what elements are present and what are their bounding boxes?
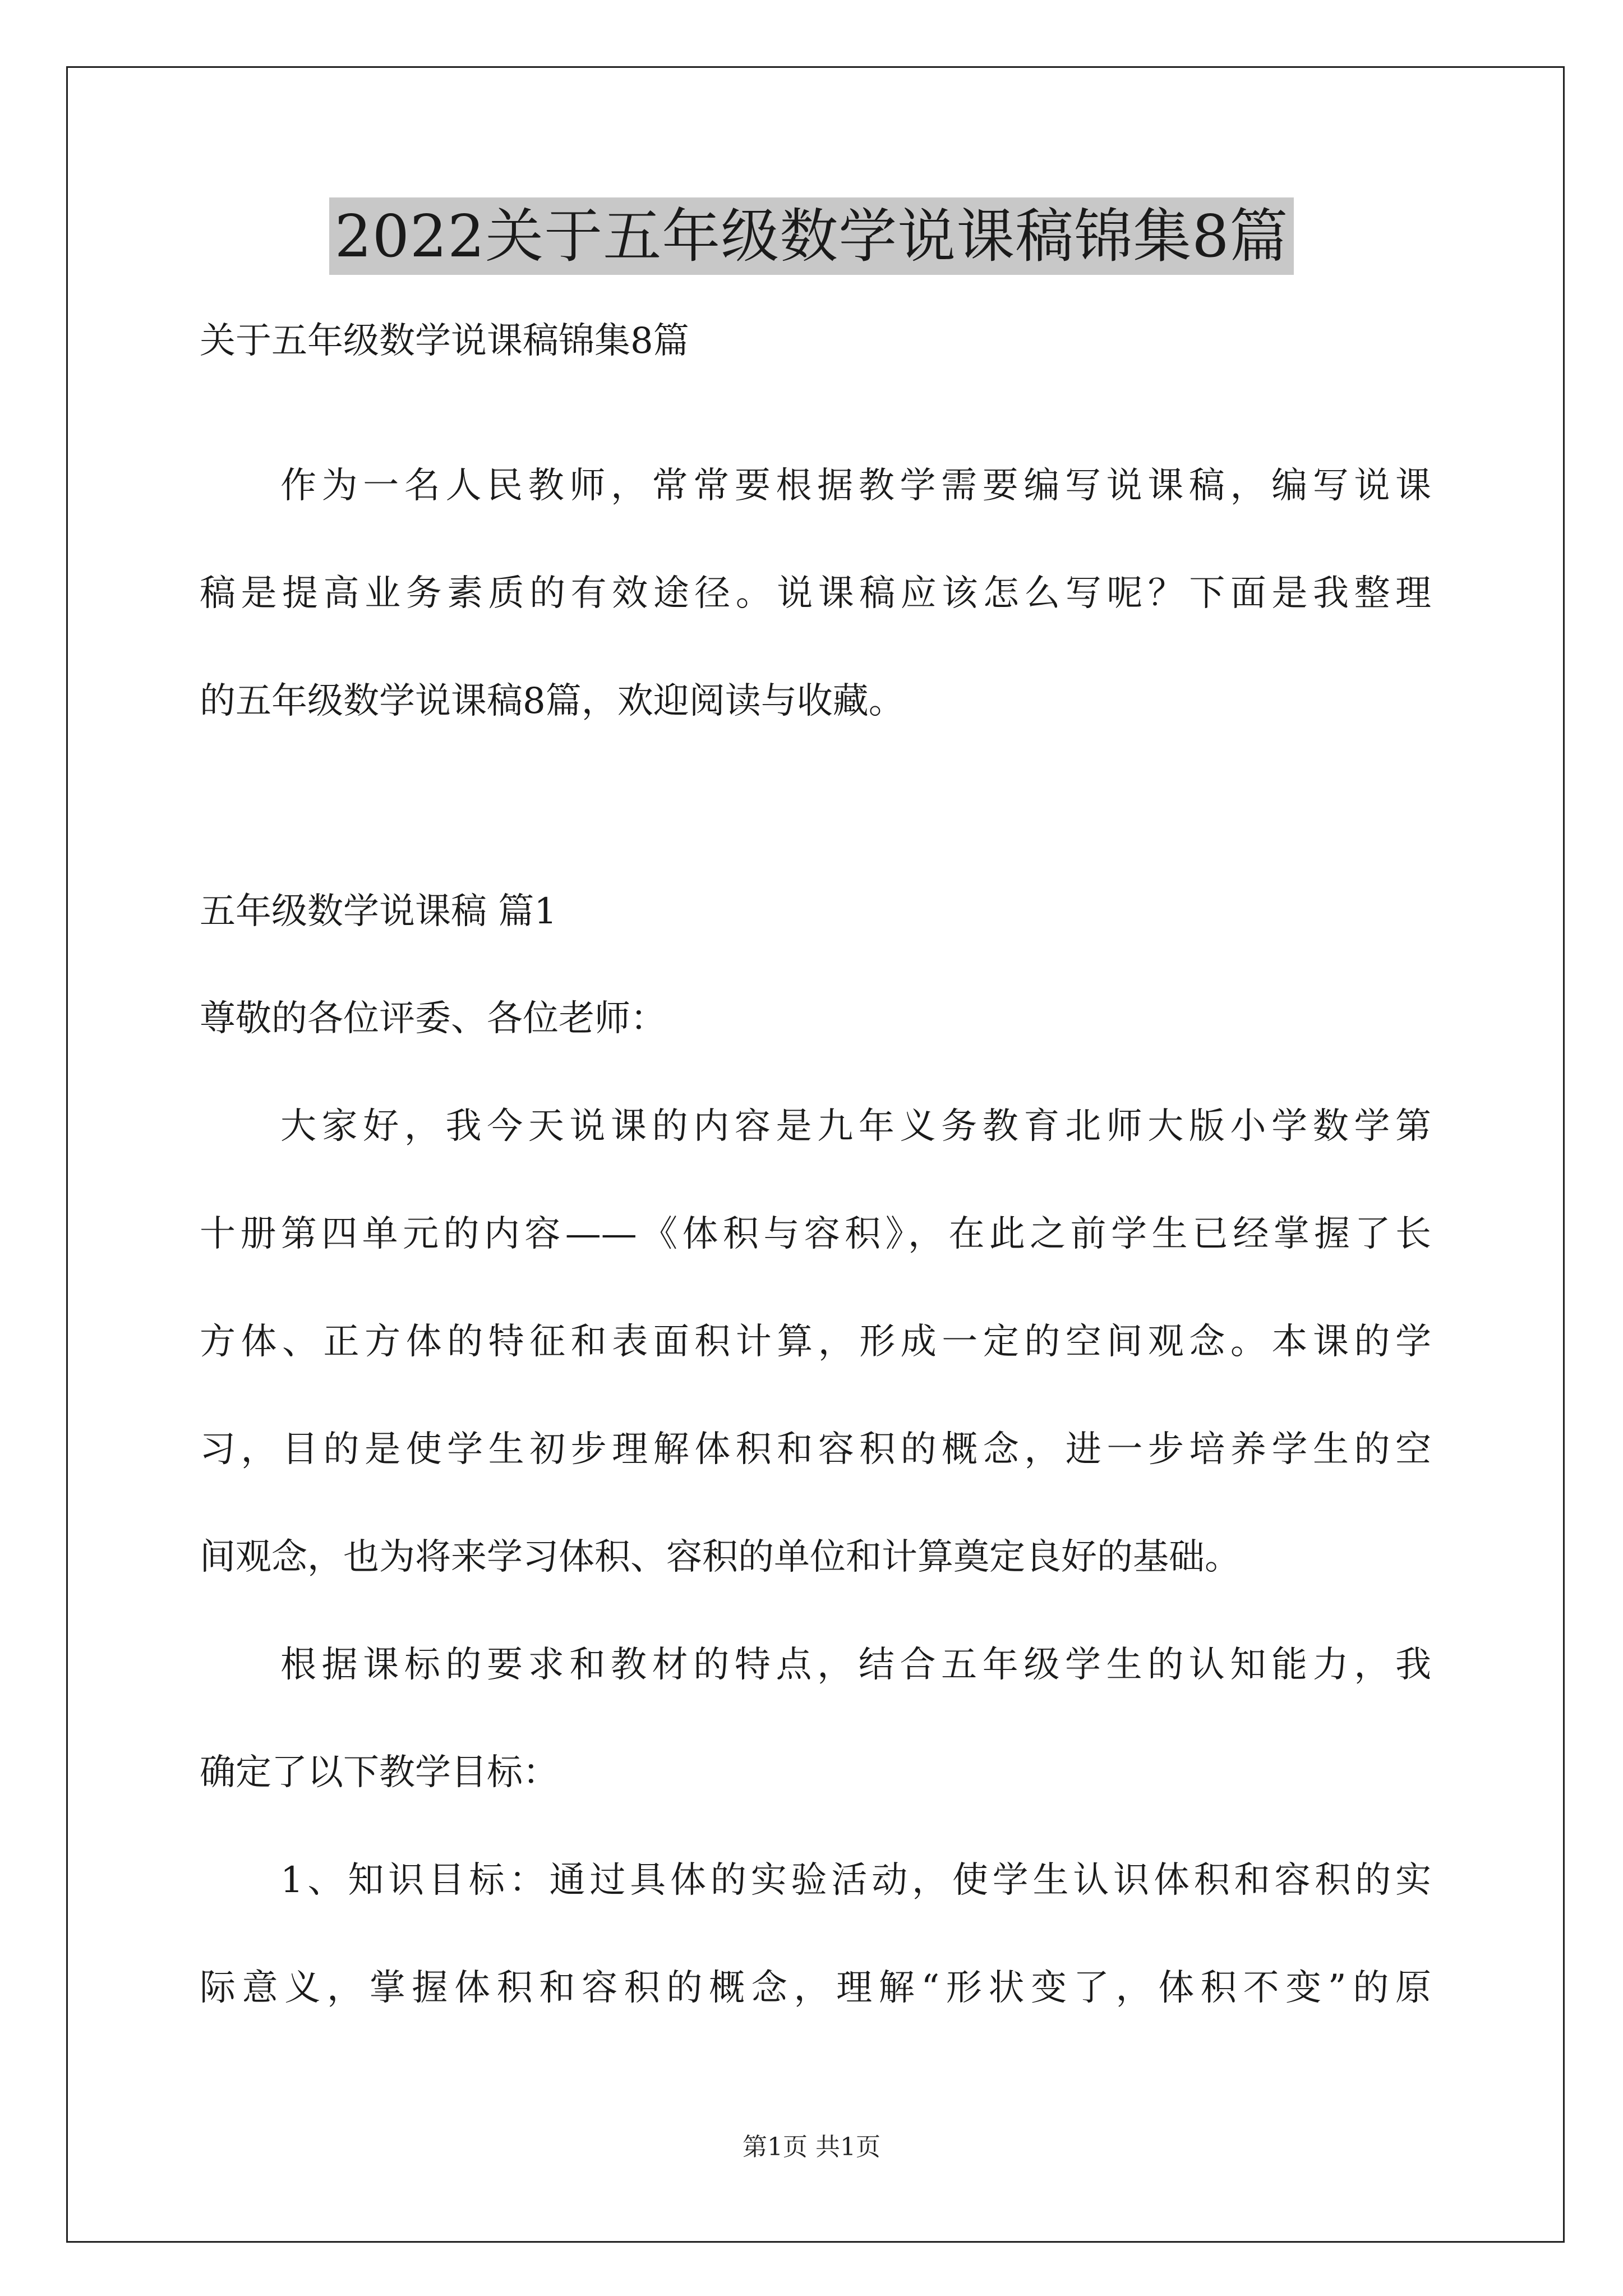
para1-line-2: 十册第四单元的内容——《体积与容积》，在此之前学生已经掌握了长: [200, 1213, 1431, 1255]
document-subtitle: 关于五年级数学说课稿锦集8篇: [200, 320, 689, 362]
para2-line-1: 根据课标的要求和教材的特点，结合五年级学生的认知能力，我: [280, 1644, 1431, 1686]
intro-line-2: 稿是提高业务素质的有效途径。说课稿应该怎么写呢？下面是我整理: [200, 573, 1431, 614]
para3-line-1: 1、知识目标：通过具体的实验活动，使学生认识体积和容积的实: [280, 1860, 1431, 1901]
page-border: [66, 66, 1565, 2243]
para1-line-4: 习，目的是使学生初步理解体积和容积的概念，进一步培养学生的空: [200, 1429, 1431, 1470]
para3-line-2: 际意义，掌握体积和容积的概念，理解“形状变了，体积不变”的原: [200, 1967, 1431, 2009]
intro-line-1: 作为一名人民教师，常常要根据教学需要编写说课稿，编写说课: [280, 465, 1431, 507]
salutation: 尊敬的各位评委、各位老师：: [200, 998, 666, 1039]
para1-line-3: 方体、正方体的特征和表面积计算，形成一定的空间观念。本课的学: [200, 1321, 1431, 1363]
document-title: [0, 197, 1623, 276]
page-footer: 第1页 共1页: [743, 2133, 880, 2161]
para1-line-1: 大家好，我今天说课的内容是九年义务教育北师大版小学数学第: [280, 1106, 1431, 1147]
para2-line-2: 确定了以下教学目标：: [200, 1752, 559, 1793]
section-heading: 五年级数学说课稿 篇1: [200, 891, 557, 932]
document-title-text: 2022关于五年级数学说课稿锦集8篇: [329, 197, 1294, 275]
intro-line-3: 的五年级数学说课稿8篇，欢迎阅读与收藏。: [200, 680, 905, 722]
para1-line-5: 间观念，也为将来学习体积、容积的单位和计算奠定良好的基础。: [200, 1536, 1241, 1578]
